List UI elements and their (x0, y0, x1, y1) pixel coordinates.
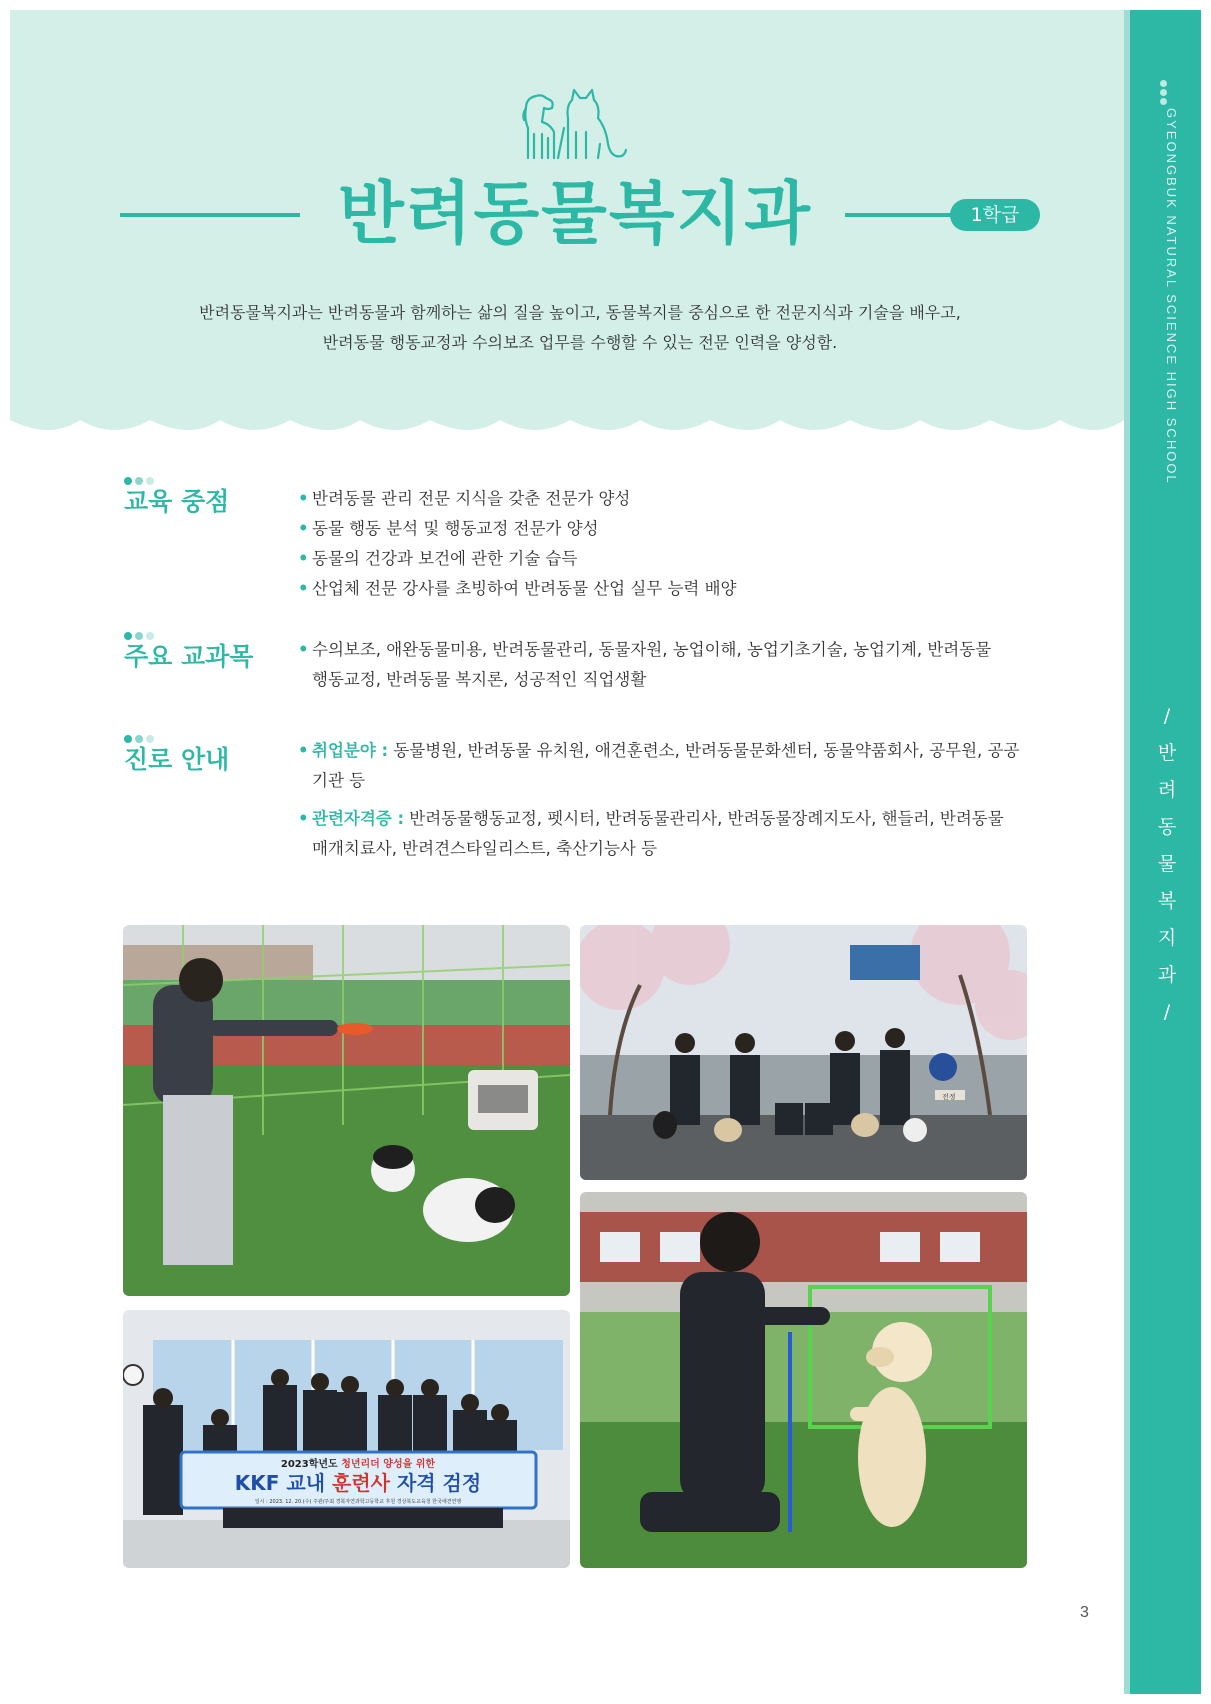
list-item: • 수의보조, 애완동물미용, 반려동물관리, 동물자원, 농업이해, 농업기초기술, 농업기계, 반려동물 행동교정, 반려동물 복지론, 성공적인 직업생활 (298, 635, 1038, 695)
side-school-name: GYEONGBUK NATURAL SCIENCE HIGH SCHOOL (1164, 108, 1179, 485)
list-item: • 취업분야 : 동물병원, 반려동물 유치원, 애견훈련소, 반려동물문화센터, 동물약품회사, 공무원, 공공 기관 등 (298, 736, 1038, 796)
section-subjects (124, 625, 1034, 705)
side-dots (1158, 80, 1170, 107)
list-item: • 산업체 전문 강사를 초빙하여 반려동물 산업 실무 능력 배양 (298, 574, 1038, 604)
photo-dog-sit-training (580, 1192, 1027, 1568)
photo-students-with-dogs (580, 925, 1027, 1180)
title-rule-right (845, 213, 955, 217)
title-row (120, 170, 1040, 260)
list-item: • 반려동물 관리 전문 지식을 갖춘 전문가 양성 (298, 484, 1038, 514)
career-list (298, 736, 1038, 864)
grade-badge: 1학급 (950, 199, 1040, 231)
section-focus (124, 470, 1034, 610)
focus-list (298, 484, 1038, 604)
page-number: 3 (1080, 1604, 1089, 1621)
intro-line: 반려동물복지과는 반려동물과 함께하는 삶의 질을 높이고, 동물복지를 중심으로 한 전문지식과 기술을 배우고, (199, 303, 961, 322)
dog-cat-outline-icon (520, 88, 630, 160)
subjects-list (298, 635, 1038, 695)
section-career (124, 728, 1034, 878)
intro-line: 반려동물 행동교정과 수의보조 업무를 수행할 수 있는 전문 인력을 양성함. (322, 333, 838, 352)
list-item: • 동물의 건강과 보건에 관한 기술 습득 (298, 544, 1038, 574)
section-title: 교육 중점 (124, 487, 230, 516)
photo-frisbee-training (123, 925, 570, 1296)
photo-kkf-exam-group (123, 1310, 570, 1568)
svg-text:일시 : 2023. 12. 20.(수) 주관/주최: 일시 : 2023. 12. 20.(수) 주관/주최 경북자연과학고등학교 후원 경상북도교육청 한국애견연맹 (254, 1499, 462, 1505)
svg-text:2023학년도 청년리더 양성을 위한: 2023학년도 청년리더 양성을 위한 (280, 1459, 436, 1470)
page-title: 반려동물복지과 (338, 175, 812, 254)
list-item: • 동물 행동 분석 및 행동교정 전문가 양성 (298, 514, 1038, 544)
photo-sign-text: 전정 (942, 1093, 956, 1101)
title-rule-left (120, 213, 300, 217)
side-dept-name: / 반 려 동 물 복 지 과 / (1157, 705, 1177, 1023)
section-title: 주요 교과목 (124, 642, 254, 671)
list-item: • 관련자격증 : 반려동물행동교정, 펫시터, 반려동물관리사, 반려동물장례지도사, 핸들러, 반려동물 매개치료사, 반려견스타일리스트, 축산기능사 등 (298, 804, 1038, 864)
intro-text (140, 298, 1020, 358)
section-title: 진로 안내 (124, 745, 230, 774)
header-wave-edge (10, 400, 1124, 460)
svg-text:KKF 교내 훈련사 자격 검정: KKF 교내 훈련사 자격 검정 (234, 1471, 482, 1495)
